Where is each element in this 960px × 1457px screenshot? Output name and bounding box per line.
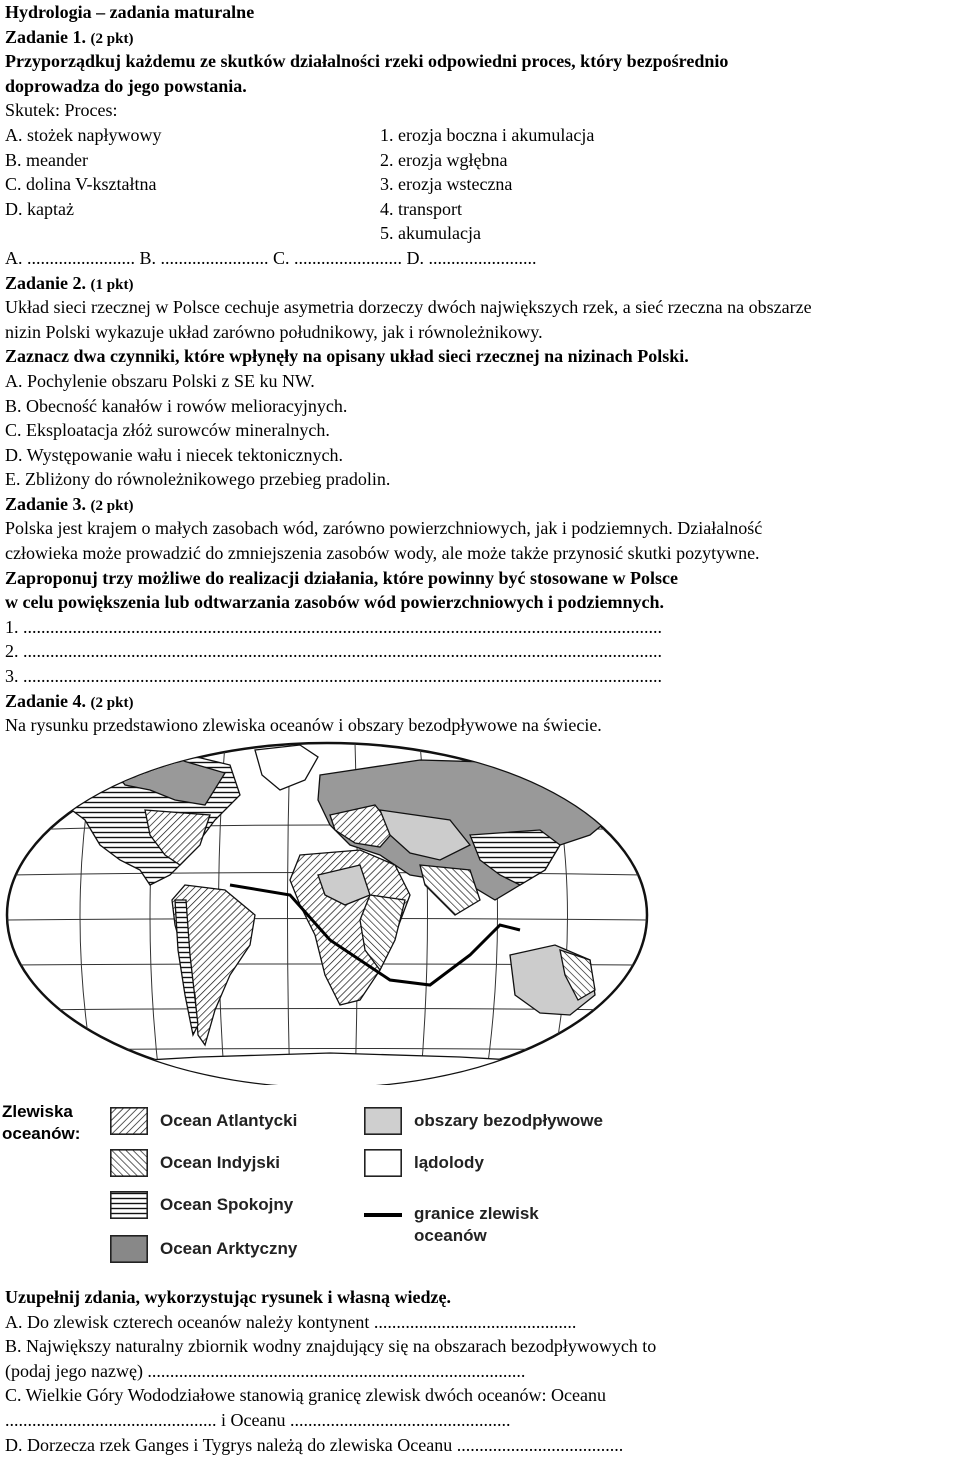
task4-heading: Zadanie 4.: [5, 690, 87, 711]
worksheet: [5, 0, 955, 738]
legend-endorheic: [364, 1107, 603, 1135]
task3-text-line2: człowieka może prowadzić do zmniejszenia zasobów wody, ale może także przynosić skutki pozytywne.: [5, 543, 760, 564]
task4-instruction: Uzupełnij zdania, wykorzystując rysunek i własną wiedzę.: [5, 1287, 452, 1307]
task3-instruction-line2: w celu powiększenia lub odtwarzania zasobów wód powierzchniowych i podziemnych.: [5, 592, 665, 613]
legend-title-line1: Zlewiska: [2, 1102, 73, 1121]
legend-border-label-line1: granice zlewisk: [414, 1204, 539, 1223]
border-line-swatch: [364, 1203, 402, 1231]
task4-item-d[interactable]: D. Dorzecza rzek Ganges i Tygrys należą do zlewiska Oceanu .....................................: [5, 1434, 624, 1455]
task2-option-a[interactable]: A. Pochylenie obszaru Polski z SE ku NW.: [5, 370, 315, 391]
task2-option-c[interactable]: C. Eksploatacja złóż surowców mineralnych.: [5, 420, 330, 441]
task1-points: (2 pkt): [90, 30, 134, 47]
legend-endorheic-label: obszary bezodpływowe: [414, 1111, 603, 1130]
process-5: 5. akumulacja: [380, 223, 481, 244]
task2-text-line1: Układ sieci rzecznej w Polsce cechuje asymetria dorzeczy dwóch największych rzek, a sieć rzeczna na obszarze: [5, 297, 812, 318]
legend-arctic: [110, 1235, 297, 1263]
task2-option-b[interactable]: B. Obecność kanałów i rowów melioracyjnych.: [5, 395, 348, 416]
endorheic-swatch: [364, 1107, 402, 1135]
task3-answer-1[interactable]: 1. ..............................................................................................................................................: [5, 616, 662, 637]
task4-questions: [5, 1285, 955, 1457]
task2-option-e[interactable]: E. Zbliżony do równoleżnikowego przebieg pradolin.: [5, 469, 391, 490]
task4-intro: Na rysunku przedstawiono zlewiska oceanów i obszary bezodpływowe na świecie.: [5, 715, 602, 736]
pacific-swatch: [110, 1191, 148, 1219]
task2-option-d[interactable]: D. Występowanie wału i niecek tektonicznych.: [5, 444, 343, 465]
legend-pacific: [110, 1191, 293, 1219]
process-2: 2. erozja wgłębna: [380, 149, 508, 170]
task4-item-a[interactable]: A. Do zlewisk czterech oceanów należy kontynent .............................................: [5, 1311, 577, 1332]
task3-instruction-line1: Zaproponuj trzy możliwe do realizacji działania, które powinny być stosowane w Polsce: [5, 567, 678, 588]
task3-points: (2 pkt): [90, 497, 134, 514]
task4-points: (2 pkt): [90, 694, 134, 711]
world-drainage-map: [0, 735, 655, 1085]
legend-border-label-line2: oceanów: [414, 1226, 487, 1245]
task4-item-b-answer[interactable]: (podaj jego nazwę) ....................................................................................: [5, 1360, 526, 1381]
legend-pacific-label: Ocean Spokojny: [160, 1195, 294, 1214]
drainage-basins-figure: [0, 735, 655, 1288]
legend-indian: [110, 1149, 280, 1177]
task3-text-line1: Polska jest krajem o małych zasobach wód, zarówno powierzchniowych, jak i podziemnych. Działalność: [5, 518, 763, 539]
indian-swatch: [110, 1149, 148, 1177]
legend-title-line2: oceanów:: [2, 1124, 81, 1143]
task1-answer-line[interactable]: A. ........................ B. ........................ C. ........................ D. ........................: [5, 247, 537, 268]
task4-item-c-answer[interactable]: ............................................... i Oceanu .................................................: [5, 1409, 511, 1430]
arctic-swatch: [110, 1235, 148, 1263]
process-4: 4. transport: [380, 198, 462, 219]
task3-heading: Zadanie 3.: [5, 493, 87, 514]
task4-item-b: B. Największy naturalny zbiornik wodny znajdujący się na obszarach bezodpływowych to: [5, 1336, 657, 1357]
effect-b: B. meander: [5, 149, 88, 170]
legend-title: [2, 1101, 80, 1145]
task3-answer-2[interactable]: 2. ..............................................................................................................................................: [5, 641, 662, 662]
ice-swatch: [364, 1149, 402, 1177]
effect-c: C. dolina V-kształtna: [5, 174, 157, 195]
legend-border-label: [414, 1203, 539, 1247]
legend-border: [364, 1203, 539, 1247]
legend-arctic-label: Ocean Arktyczny: [160, 1239, 298, 1258]
legend-atlantic: [110, 1107, 297, 1135]
task2-text-line2: nizin Polski wykazuje układ zarówno południkowy, jak i równoleżnikowy.: [5, 321, 543, 342]
task2-points: (1 pkt): [90, 276, 134, 293]
task3-answer-3[interactable]: 3. ..............................................................................................................................................: [5, 666, 662, 687]
task2-instruction: Zaznacz dwa czynniki, które wpłynęły na opisany układ sieci rzecznej na nizinach Polski.: [5, 346, 689, 367]
legend-indian-label: Ocean Indyjski: [160, 1153, 280, 1172]
task1-heading: Zadanie 1.: [5, 26, 87, 47]
effect-a: A. stożek napływowy: [5, 124, 162, 145]
legend-ice: [364, 1149, 484, 1177]
legend-ice-label: lądolody: [414, 1153, 484, 1172]
task4-item-c: C. Wielkie Góry Wododziałowe stanowią granicę zlewisk dwóch oceanów: Oceanu: [5, 1385, 606, 1406]
task1-instruction-line1: Przyporządkuj każdemu ze skutków działalności rzeki odpowiedni proces, który bezpośrednio: [5, 51, 729, 72]
atlantic-swatch: [110, 1107, 148, 1135]
effect-d: D. kaptaż: [5, 198, 74, 219]
map-legend: [0, 1093, 655, 1288]
task2-heading: Zadanie 2.: [5, 272, 87, 293]
process-3: 3. erozja wsteczna: [380, 174, 513, 195]
legend-atlantic-label: Ocean Atlantycki: [160, 1111, 298, 1130]
task1-instruction-line2: doprowadza do jego powstania.: [5, 75, 247, 96]
task1-column-header: Skutek: Proces:: [5, 100, 118, 121]
page-title: Hydrologia – zadania maturalne: [5, 2, 255, 22]
process-1: 1. erozja boczna i akumulacja: [380, 124, 595, 145]
